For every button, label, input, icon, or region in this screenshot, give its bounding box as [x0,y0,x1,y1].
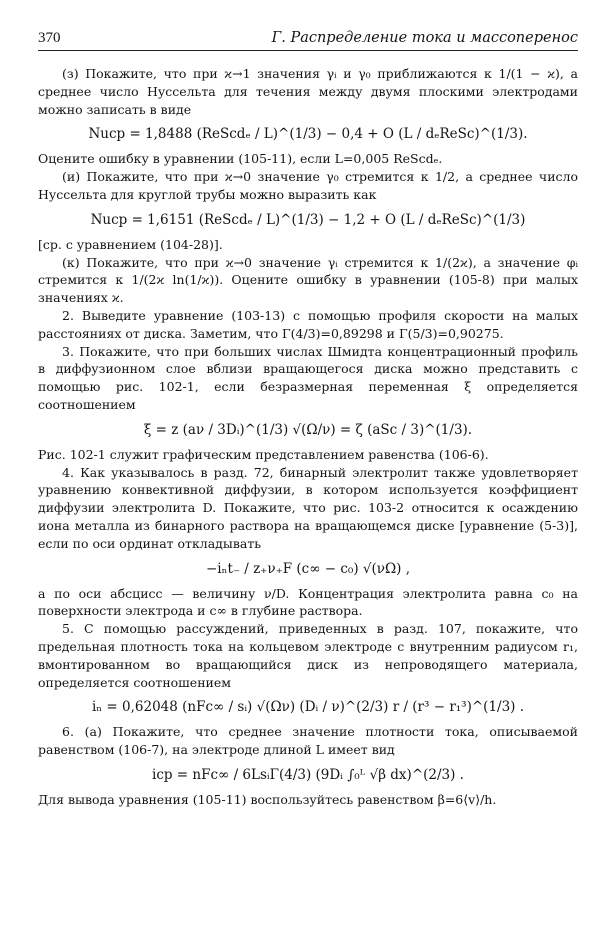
exercise-z-estimate: Оцените ошибку в уравнении (105-11), если L=0,005 ReScdₑ. [38,151,443,167]
page [38,30,578,809]
running-title: Г. Распределение тока и массоперенос [271,30,578,46]
page-body [38,65,578,809]
exercise-4: 4. Как указывалось в разд. 72, бинарный электролит также удовлетворяет уравнению конвективной диффузии, в котором используется коэффициент диффузии электролита D. Покажите, что рис. 103-2 относится к осаждению иона металла из бинарного раствора на вращающемся диске [уравнение (5-3)], если по оси ординат откладывать [38,464,578,551]
exercise-2: 2. Выведите уравнение (103-13) с помощью профиля скорости на малых расстояниях от диска. Заметим, что Γ(4/3)=0,89298 и Γ(5/3)=0,90275. [38,307,578,341]
exercise-i-reference: [ср. с уравнением (104-28)]. [38,236,223,252]
formula-xi: ξ = z (aν / 3Dᵢ)^(1/3) √(Ω/ν) = ζ (aSc / 3)^(1/3). [143,421,473,438]
exercise-4-after: а по оси абсцисс — величину ν/D. Концентрация электролита равна c₀ на поверхности электрода и c∞ в глубине раствора. [38,585,578,619]
exercise-6-after: Для вывода уравнения (105-11) воспользуйтесь равенством β=6⟨v⟩/h. [38,791,497,807]
exercise-5: 5. С помощью рассуждений, приведенных в разд. 107, покажите, что предельная плотность тока на кольцевом электроде с внутренним радиусом r₁, вмонтированном во вращающийся диск из непроводящего материала, определяется соотношением [38,621,578,690]
exercise-6: 6. (а) Покажите, что среднее значение плотности тока, описываемой равенством (106-7), на электроде длиной L имеет вид [38,724,578,758]
page-number: 370 [38,30,61,46]
formula-nusselt-tube: Nuср = 1,6151 (ReScdₑ / L)^(1/3) − 1,2 + O (L / dₑReSc)^(1/3) [90,211,526,228]
formula-average-current: iср = nFc∞ / 6LsᵢΓ(4/3) (9Dᵢ ∫₀ᴸ √β dx)^(2/3) . [152,766,464,783]
exercise-i-text: (и) Покажите, что при ϰ→0 значение γ₀ стремится к 1/2, а среднее число Нуссельта для круглой трубы можно выразить как [38,169,578,202]
page-header [38,30,578,51]
exercise-3-after: Рис. 102-1 служит графическим представлением равенства (106-6). [38,446,489,462]
formula-ordinate: −iₙt₋ / z₊ν₊F (c∞ − c₀) √(νΩ) , [206,560,410,577]
exercise-k-text: (к) Покажите, что при ϰ→0 значение γᵢ стремится к 1/(2ϰ), а значение φᵢ стремится к 1/(2ϰ ln(1/ϰ)). Оцените ошибку в уравнении (105-8) при малых значениях ϰ. [38,254,578,306]
formula-ring-electrode: iₙ = 0,62048 (nFc∞ / sᵢ) √(Ων) (Dᵢ / ν)^(2/3) r / (r³ − r₁³)^(1/3) . [91,699,525,716]
exercise-z-text: (з) Покажите, что при ϰ→1 значения γᵢ и γ₀ приближаются к 1/(1 − ϰ), а среднее число Нуссельта для течения между двумя плоскими электродами можно записать в виде [38,66,578,117]
exercise-3: 3. Покажите, что при больших числах Шмидта концентрационный профиль в диффузионном слое вблизи вращающегося диска можно представить с помощью рис. 102-1, если безразмерная переменная ξ определяется соотношением [38,343,578,412]
formula-nusselt-plates: Nuср = 1,8488 (ReScdₑ / L)^(1/3) − 0,4 + O (L / dₑReSc)^(1/3). [88,126,528,143]
